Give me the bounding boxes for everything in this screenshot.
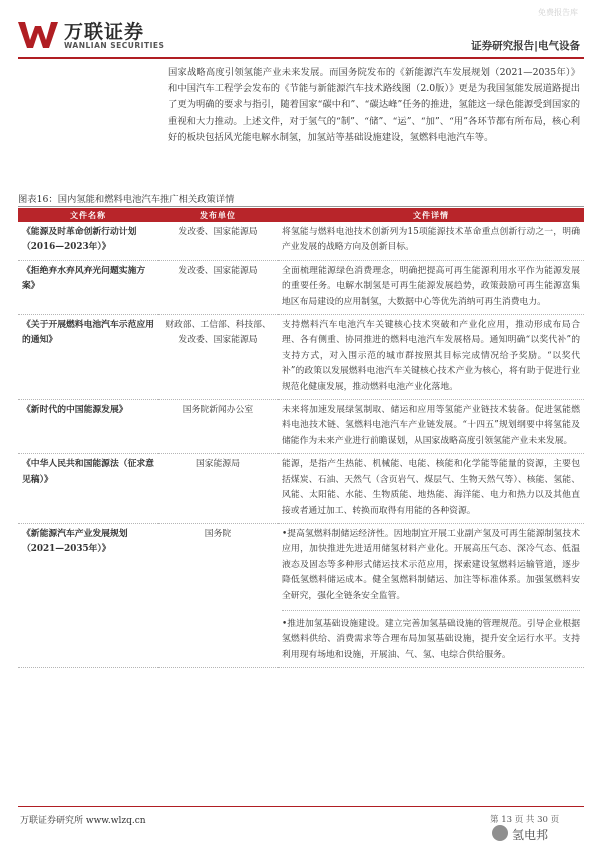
document-name: 《能源及时革命创新行动计划（2016—2023年）》: [18, 222, 158, 260]
detail-bullet: •提高氢燃料制储运经济性。因地制宜开展工业副产氢及可再生能源制氢技术应用，加快推进先进适用储氢材料产业化。开展高压气态、深冷气态、低温液态及固态等多种形式储运技术示范应用，探索建设氢燃料运输管道，逐步降低氢燃料储运成本。健全氢燃料制储运、加注等标准体系。加强氢燃料安全研究，强化全链条安全监管。: [282, 528, 580, 601]
footer-source: 万联证券研究所 www.wlzq.cn: [20, 816, 146, 826]
document-details: 支持燃料汽车电池汽车关键核心技术突破和产业化应用，推动形成布局合理、各有侧重、协同推进的燃料电池汽车发展格局。通知明确“以奖代补”的支持方式，对入围示范的城市群按照其目标完成情况给予奖励。“以奖代补”的政策以发展燃料电池汽车关键核心技术产业为核心，将有助于促进行业规范化健康发展，推动燃料电池产业化落地。: [278, 315, 584, 400]
wechat-watermark-icon: [492, 825, 508, 841]
policy-table: [18, 208, 584, 668]
logo-subtext: WANLIAN SECURITIES: [64, 41, 165, 50]
table-row: [18, 222, 584, 260]
document-details: 将氢能与燃料电池技术创新列为15项能源技术革命重点创新行动之一，明确产业发展的战略方向及创新目标。: [278, 222, 584, 260]
document-details: 未来将加速发展绿氢制取、储运和应用等氢能产业链技术装备。促进氢能燃料电池技术链、氢燃料电池汽车产业链发展。“十四五”规划纲要中将氢能及储能作为未来产业进行前瞻谋划，从国家战略高度引领氢能产业未来发展。: [278, 400, 584, 454]
bottom-watermark: 氢电邦: [512, 828, 549, 842]
header-divider: [18, 57, 584, 59]
document-details: 能源，是指产生热能、机械能、电能、核能和化学能等能量的资源，主要包括煤炭、石油、天然气（含页岩气、煤层气、生物天然气等）、核能、氢能、风能、太阳能、水能、生物质能、地热能、海洋能、电力和热力以及其他直接或者通过加工、转换而取得有用能的各种资源。: [278, 454, 584, 524]
column-header: 发布单位: [158, 208, 278, 222]
table-row: [18, 315, 584, 400]
issuing-agency: 财政部、工信部、科技部、发改委、国家能源局: [158, 315, 278, 400]
column-header: 文件详情: [278, 208, 584, 222]
document-name: 《中华人民共和国能源法（征求意见稿）》: [18, 454, 158, 524]
table-row: [18, 260, 584, 314]
issuing-agency: 发改委、国家能源局: [158, 222, 278, 260]
table-row: [18, 454, 584, 524]
issuing-agency: 国务院新闻办公室: [158, 400, 278, 454]
document-name: 《新能源汽车产业发展规划（2021—2035年）》: [18, 523, 158, 667]
wanlian-logo-icon: [18, 22, 58, 48]
document-details-cell: [278, 523, 584, 667]
document-name: 《新时代的中国能源发展》: [18, 400, 158, 454]
footer-divider: [18, 806, 584, 807]
logo-text: 万联证券: [64, 21, 145, 43]
issuing-agency: 国务院: [158, 523, 278, 667]
bullet-divider: [282, 610, 580, 611]
document-details: 全面梳理能源绿色消费理念，明确把提高可再生能源利用水平作为能源发展的重要任务。电解水制氢是可再生能源发展趋势，政策鼓励可再生能源富集地区布局建设的应用制氢，大数据中心等优先消纳可再生消费电力。: [278, 260, 584, 314]
page-header: [0, 0, 600, 60]
column-header: 文件名称: [18, 208, 158, 222]
figure-title: 图表16：国内氢能和燃料电池汽车推广相关政策详情: [18, 191, 584, 207]
intro-paragraph: 国家战略高度引领氢能产业未来发展。而国务院发布的《新能源汽车发展规划（2021—2035年）》和中国汽车工程学会发布的《节能与新能源汽车技术路线图（2.0版）》更是为我国氢能发展道路提出了更为明确的要求与指引，随着国家“碳中和”、“碳达峰”任务的推进，氢能这一绿色能源受到国家的重视和大力推动。上述文件，对于氢气的“制”、“储”、“运”、“加”、“用”各环节都有所布局，核心利好的板块包括风光能电解水制氢，加氢站等基础设施建设，氢燃料电池汽车等。: [168, 67, 580, 143]
report-type: 证券研究报告|电气设备: [471, 40, 580, 52]
top-watermark: 免费报告库: [538, 8, 578, 17]
table-row: [18, 400, 584, 454]
issuing-agency: 发改委、国家能源局: [158, 260, 278, 314]
detail-bullet: •推进加氢基础设施建设。建立完善加氢基础设施的管理规范。引导企业根据氢燃料供给、消费需求等合理布局加氢基础设施，提升安全运行水平。支持利用现有场地和设施，开展油、气、氢、电综合供给服务。: [282, 618, 580, 660]
document-name: 《拒绝弃水弃风弃光问题实施方案》: [18, 260, 158, 314]
document-name: 《关于开展燃料电池汽车示范应用的通知》: [18, 315, 158, 400]
table-row: [18, 523, 584, 667]
table-header-row: [18, 208, 584, 222]
page-number: 第 13 页 共 30 页: [490, 815, 560, 825]
issuing-agency: 国家能源局: [158, 454, 278, 524]
